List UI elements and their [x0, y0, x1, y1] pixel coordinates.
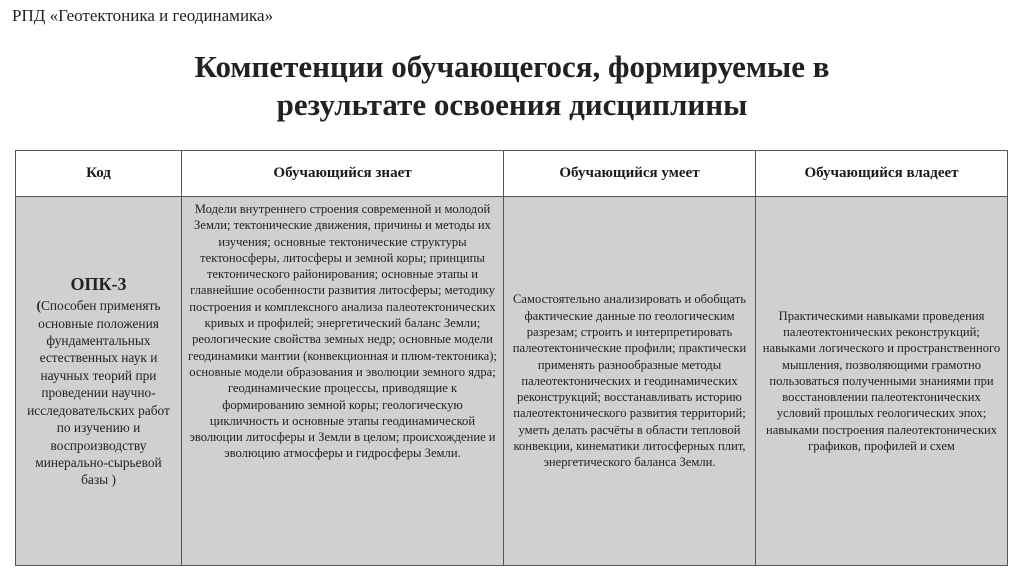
slide-title — [0, 48, 1024, 124]
competency-description-text: Способен применять основные положения фундаментальных естественных наук и научных теорий при проведении научно-исследовательских работ по изучению и воспроизводству минерально-сырьевой базы ) — [27, 298, 170, 488]
knows-cell: Модели внутреннего строения современной и молодой Земли; тектонические движения, причины и методы их изучения; основные тектонические структуры тектоносферы, литосферы и земной коры; принципы тектонического районирования; основные этапы и главнейшие особенности развития литосферы; методику построения и комплексного анализа палеотектонических кривых и профилей; энергетический баланс Земли; реологические свойства земных недр; основные модели геодинамики мантии (конвекционная и плюм-тектоника); основные модели образования и эволюции земного ядра; геодинамические процессы, приводящие к формированию земной коры; геологическую цикличность и основные этапы геодинамической эволюции литосферы и Земли в целом; происхождение и эволюцию атмосферы и гидросферы Земли. — [182, 197, 504, 566]
table-row — [16, 197, 1008, 566]
column-header-can: Обучающийся умеет — [504, 151, 756, 197]
competency-description — [22, 297, 175, 488]
column-header-knows: Обучающийся знает — [182, 151, 504, 197]
can-cell: Самостоятельно анализировать и обобщать фактические данные по геологическим разрезам; строить и интерпретировать палеотектонические профили; практически применять разнообразные методы палеотектонических и геодинамических реконструкций; восстанавливать историю палеотектонического развития территорий; уметь делать расчёты в области тепловой конвекции, кинематики литосферных плит, энергетического баланса Земли. — [504, 197, 756, 566]
column-header-possesses: Обучающийся владеет — [756, 151, 1008, 197]
document-header: РПД «Геотектоника и геодинамика» — [12, 6, 274, 25]
table-header-row — [16, 151, 1008, 197]
column-header-code: Код — [16, 151, 182, 197]
slide-title-line-1: Компетенции обучающегося, формируемые в — [194, 49, 830, 84]
competency-code-cell — [16, 197, 182, 566]
possesses-cell: Практическими навыками проведения палеотектонических реконструкций; навыками логического и пространственного мышления, позволяющими грамотно пользоваться полученными знаниями при восстановлении палеотектонических условий прошлых геологических эпох; навыками построения палеотектонических графиков, профилей и схем — [756, 197, 1008, 566]
slide-title-line-2: результате освоения дисциплины — [276, 87, 748, 122]
competencies-table — [15, 150, 1008, 566]
competency-open-paren: ( — [36, 298, 41, 314]
competency-code: ОПК-3 — [70, 274, 127, 295]
